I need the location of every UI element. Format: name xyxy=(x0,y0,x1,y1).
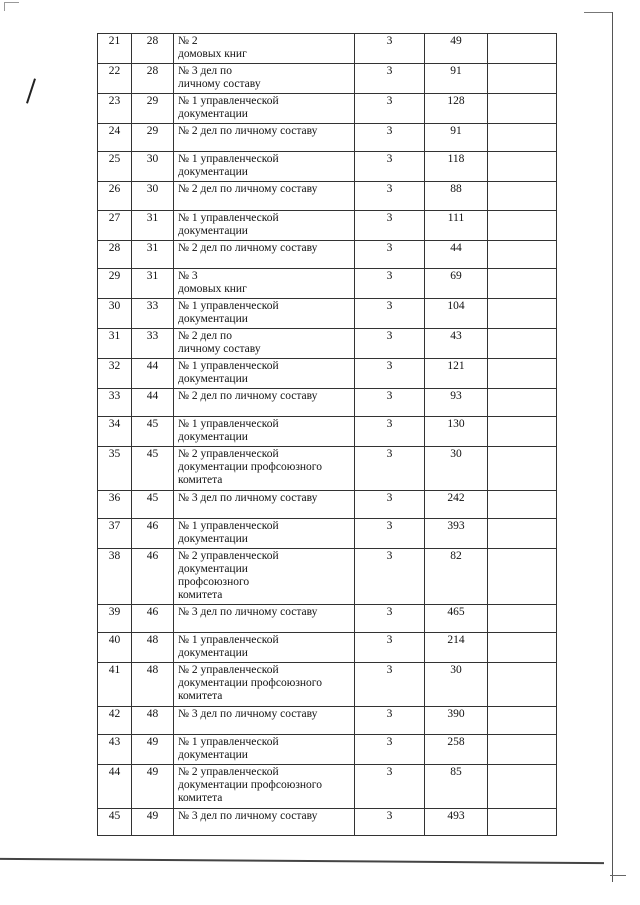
units-cell: 121 xyxy=(425,359,488,389)
fund-number-cell: 31 xyxy=(132,211,174,241)
units-cell: 82 xyxy=(425,549,488,605)
inventory-name-cell: № 2 дел по личному составу xyxy=(174,389,355,417)
count-cell: 3 xyxy=(355,389,425,417)
empty-cell xyxy=(488,211,557,241)
inventory-name-cell: № 2 домовых книг xyxy=(174,34,355,64)
inventory-name-cell: № 3 дел по личному составу xyxy=(174,605,355,633)
empty-cell xyxy=(488,359,557,389)
fund-number-cell: 29 xyxy=(132,94,174,124)
count-cell: 3 xyxy=(355,359,425,389)
table-row xyxy=(98,663,557,707)
count-cell: 3 xyxy=(355,94,425,124)
inventory-name-cell: № 3 домовых книг xyxy=(174,269,355,299)
scan-edge-mark xyxy=(610,875,626,876)
empty-cell xyxy=(488,809,557,836)
fund-number-cell: 33 xyxy=(132,329,174,359)
row-number-cell: 37 xyxy=(98,519,132,549)
scan-right-edge xyxy=(612,12,613,882)
table-row xyxy=(98,809,557,836)
inventory-name-cell: № 2 дел по личному составу xyxy=(174,241,355,269)
row-number-cell: 38 xyxy=(98,549,132,605)
row-number-cell: 26 xyxy=(98,182,132,211)
table-row xyxy=(98,765,557,809)
row-number-cell: 42 xyxy=(98,707,132,735)
count-cell: 3 xyxy=(355,124,425,152)
inventory-name-cell: № 2 дел по личному составу xyxy=(174,124,355,152)
row-number-cell: 39 xyxy=(98,605,132,633)
empty-cell xyxy=(488,447,557,491)
units-cell: 393 xyxy=(425,519,488,549)
row-number-cell: 36 xyxy=(98,491,132,519)
empty-cell xyxy=(488,519,557,549)
fund-number-cell: 44 xyxy=(132,389,174,417)
inventory-name-cell: № 3 дел по личному составу xyxy=(174,707,355,735)
count-cell: 3 xyxy=(355,707,425,735)
inventory-name-cell: № 2 управленческой документации профсоюзного комитета xyxy=(174,663,355,707)
row-number-cell: 43 xyxy=(98,735,132,765)
row-number-cell: 23 xyxy=(98,94,132,124)
count-cell: 3 xyxy=(355,491,425,519)
table-row xyxy=(98,329,557,359)
inventory-name-cell: № 1 управленческой документации xyxy=(174,417,355,447)
units-cell: 465 xyxy=(425,605,488,633)
inventory-name-cell: № 2 дел по личному составу xyxy=(174,182,355,211)
count-cell: 3 xyxy=(355,182,425,211)
table-row xyxy=(98,735,557,765)
inventory-name-cell: № 3 дел по личному составу xyxy=(174,64,355,94)
table-row xyxy=(98,299,557,329)
inventory-name-cell: № 1 управленческой документации xyxy=(174,299,355,329)
row-number-cell: 44 xyxy=(98,765,132,809)
table-row xyxy=(98,389,557,417)
count-cell: 3 xyxy=(355,809,425,836)
fund-number-cell: 29 xyxy=(132,124,174,152)
table-row xyxy=(98,124,557,152)
count-cell: 3 xyxy=(355,549,425,605)
table-row xyxy=(98,241,557,269)
empty-cell xyxy=(488,124,557,152)
table-row xyxy=(98,605,557,633)
count-cell: 3 xyxy=(355,269,425,299)
units-cell: 93 xyxy=(425,389,488,417)
fund-number-cell: 48 xyxy=(132,633,174,663)
inventory-name-cell: № 2 управленческой документации профсоюзного комитета xyxy=(174,765,355,809)
fund-number-cell: 31 xyxy=(132,241,174,269)
scan-bottom-edge xyxy=(0,858,604,864)
row-number-cell: 31 xyxy=(98,329,132,359)
fund-number-cell: 28 xyxy=(132,64,174,94)
count-cell: 3 xyxy=(355,605,425,633)
row-number-cell: 34 xyxy=(98,417,132,447)
count-cell: 3 xyxy=(355,447,425,491)
inventory-name-cell: № 1 управленческой документации xyxy=(174,94,355,124)
row-number-cell: 24 xyxy=(98,124,132,152)
row-number-cell: 35 xyxy=(98,447,132,491)
inventory-name-cell: № 1 управленческой документации xyxy=(174,519,355,549)
records-table xyxy=(97,33,557,836)
scan-edge-mark xyxy=(584,12,612,13)
inventory-name-cell: № 2 управленческой документации профсоюзного комитета xyxy=(174,447,355,491)
empty-cell xyxy=(488,417,557,447)
table-row xyxy=(98,152,557,182)
units-cell: 49 xyxy=(425,34,488,64)
units-cell: 214 xyxy=(425,633,488,663)
empty-cell xyxy=(488,633,557,663)
empty-cell xyxy=(488,605,557,633)
empty-cell xyxy=(488,94,557,124)
units-cell: 91 xyxy=(425,124,488,152)
empty-cell xyxy=(488,707,557,735)
fund-number-cell: 48 xyxy=(132,663,174,707)
units-cell: 130 xyxy=(425,417,488,447)
units-cell: 91 xyxy=(425,64,488,94)
inventory-name-cell: № 1 управленческой документации xyxy=(174,633,355,663)
table-row xyxy=(98,519,557,549)
units-cell: 104 xyxy=(425,299,488,329)
table-row xyxy=(98,417,557,447)
units-cell: 118 xyxy=(425,152,488,182)
empty-cell xyxy=(488,389,557,417)
row-number-cell: 30 xyxy=(98,299,132,329)
table-row xyxy=(98,633,557,663)
table-row xyxy=(98,64,557,94)
records-table-body xyxy=(98,34,557,836)
row-number-cell: 25 xyxy=(98,152,132,182)
row-number-cell: 33 xyxy=(98,389,132,417)
empty-cell xyxy=(488,152,557,182)
fund-number-cell: 48 xyxy=(132,707,174,735)
units-cell: 111 xyxy=(425,211,488,241)
empty-cell xyxy=(488,269,557,299)
fund-number-cell: 31 xyxy=(132,269,174,299)
units-cell: 242 xyxy=(425,491,488,519)
fund-number-cell: 45 xyxy=(132,447,174,491)
fund-number-cell: 30 xyxy=(132,152,174,182)
units-cell: 69 xyxy=(425,269,488,299)
fund-number-cell: 28 xyxy=(132,34,174,64)
fund-number-cell: 45 xyxy=(132,491,174,519)
count-cell: 3 xyxy=(355,152,425,182)
table-row xyxy=(98,447,557,491)
inventory-name-cell: № 1 управленческой документации xyxy=(174,359,355,389)
inventory-name-cell: № 1 управленческой документации xyxy=(174,735,355,765)
table-row xyxy=(98,549,557,605)
units-cell: 88 xyxy=(425,182,488,211)
row-number-cell: 22 xyxy=(98,64,132,94)
fund-number-cell: 30 xyxy=(132,182,174,211)
units-cell: 85 xyxy=(425,765,488,809)
empty-cell xyxy=(488,663,557,707)
row-number-cell: 27 xyxy=(98,211,132,241)
row-number-cell: 28 xyxy=(98,241,132,269)
row-number-cell: 45 xyxy=(98,809,132,836)
count-cell: 3 xyxy=(355,417,425,447)
empty-cell xyxy=(488,64,557,94)
empty-cell xyxy=(488,491,557,519)
count-cell: 3 xyxy=(355,64,425,94)
inventory-name-cell: № 3 дел по личному составу xyxy=(174,491,355,519)
inventory-name-cell: № 1 управленческой документации xyxy=(174,211,355,241)
units-cell: 128 xyxy=(425,94,488,124)
inventory-name-cell: № 2 управленческой документации профсоюзного комитета xyxy=(174,549,355,605)
units-cell: 43 xyxy=(425,329,488,359)
fund-number-cell: 49 xyxy=(132,735,174,765)
units-cell: 44 xyxy=(425,241,488,269)
empty-cell xyxy=(488,182,557,211)
units-cell: 30 xyxy=(425,663,488,707)
inventory-name-cell: № 1 управленческой документации xyxy=(174,152,355,182)
row-number-cell: 21 xyxy=(98,34,132,64)
fund-number-cell: 49 xyxy=(132,765,174,809)
row-number-cell: 29 xyxy=(98,269,132,299)
empty-cell xyxy=(488,34,557,64)
empty-cell xyxy=(488,765,557,809)
empty-cell xyxy=(488,549,557,605)
empty-cell xyxy=(488,241,557,269)
count-cell: 3 xyxy=(355,765,425,809)
row-number-cell: 40 xyxy=(98,633,132,663)
row-number-cell: 32 xyxy=(98,359,132,389)
scan-corner-mark xyxy=(4,2,19,11)
fund-number-cell: 44 xyxy=(132,359,174,389)
count-cell: 3 xyxy=(355,663,425,707)
table-row xyxy=(98,269,557,299)
count-cell: 3 xyxy=(355,34,425,64)
count-cell: 3 xyxy=(355,329,425,359)
table-row xyxy=(98,182,557,211)
empty-cell xyxy=(488,299,557,329)
fund-number-cell: 49 xyxy=(132,809,174,836)
row-number-cell: 41 xyxy=(98,663,132,707)
table-row xyxy=(98,707,557,735)
empty-cell xyxy=(488,329,557,359)
pen-stroke-mark xyxy=(26,78,36,103)
count-cell: 3 xyxy=(355,633,425,663)
count-cell: 3 xyxy=(355,735,425,765)
units-cell: 258 xyxy=(425,735,488,765)
inventory-name-cell: № 3 дел по личному составу xyxy=(174,809,355,836)
units-cell: 30 xyxy=(425,447,488,491)
table-row xyxy=(98,34,557,64)
table-row xyxy=(98,94,557,124)
units-cell: 390 xyxy=(425,707,488,735)
inventory-name-cell: № 2 дел по личному составу xyxy=(174,329,355,359)
fund-number-cell: 45 xyxy=(132,417,174,447)
units-cell: 493 xyxy=(425,809,488,836)
fund-number-cell: 46 xyxy=(132,519,174,549)
table-row xyxy=(98,491,557,519)
count-cell: 3 xyxy=(355,211,425,241)
count-cell: 3 xyxy=(355,519,425,549)
fund-number-cell: 46 xyxy=(132,605,174,633)
table-row xyxy=(98,359,557,389)
fund-number-cell: 33 xyxy=(132,299,174,329)
empty-cell xyxy=(488,735,557,765)
count-cell: 3 xyxy=(355,241,425,269)
count-cell: 3 xyxy=(355,299,425,329)
table-row xyxy=(98,211,557,241)
fund-number-cell: 46 xyxy=(132,549,174,605)
